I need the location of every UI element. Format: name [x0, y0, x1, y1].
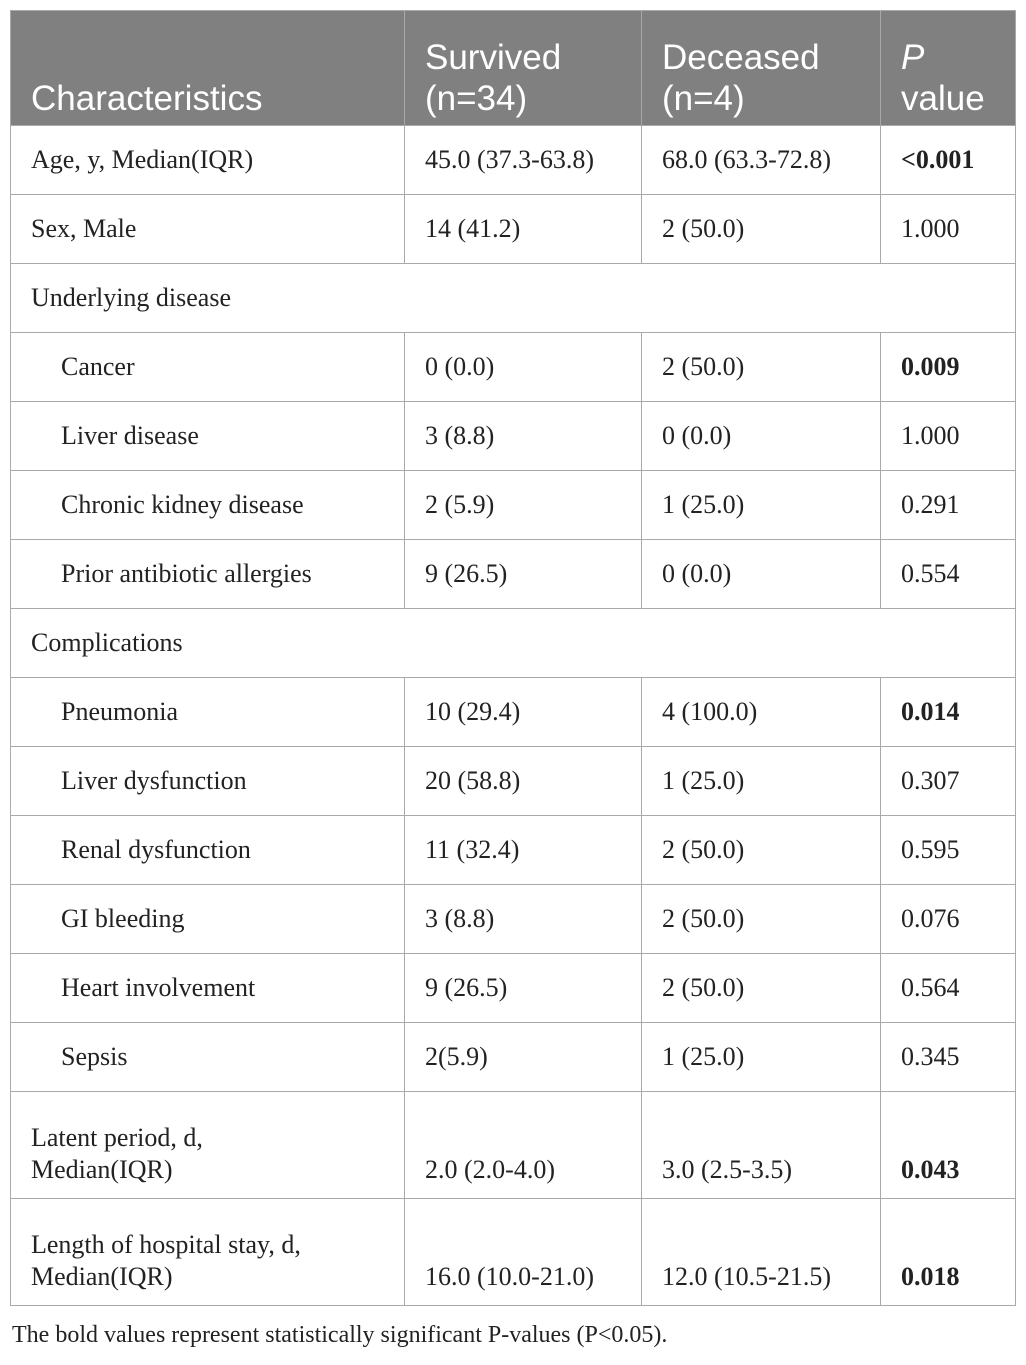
cell-pvalue: 0.009 — [881, 333, 1016, 402]
cell-pvalue: 0.291 — [881, 471, 1016, 540]
cell-deceased: 2 (50.0) — [642, 816, 881, 885]
cell-pvalue: 0.564 — [881, 954, 1016, 1023]
row-label-line1: Latent period, d, — [31, 1123, 203, 1152]
section-row — [11, 609, 1016, 678]
cell-pvalue: 0.345 — [881, 1023, 1016, 1092]
table-row — [11, 1199, 1016, 1306]
cell-deceased: 3.0 (2.5-3.5) — [642, 1092, 881, 1199]
row-label — [11, 1092, 405, 1199]
row-label: Chronic kidney disease — [11, 471, 405, 540]
table-row — [11, 126, 1016, 195]
cell-pvalue: 1.000 — [881, 402, 1016, 471]
row-label-line2: Median(IQR) — [31, 1262, 173, 1291]
table-row — [11, 678, 1016, 747]
table-row — [11, 333, 1016, 402]
row-label-line1: Length of hospital stay, d, — [31, 1230, 301, 1259]
cell-survived: 2 (5.9) — [405, 471, 642, 540]
header-characteristics — [11, 11, 405, 126]
table-row — [11, 1023, 1016, 1092]
table-body — [11, 126, 1016, 1306]
cell-survived: 10 (29.4) — [405, 678, 642, 747]
cell-deceased: 68.0 (63.3-72.8) — [642, 126, 881, 195]
section-label: Complications — [11, 609, 1016, 678]
cell-deceased: 2 (50.0) — [642, 333, 881, 402]
cell-deceased: 0 (0.0) — [642, 402, 881, 471]
row-label: Sepsis — [11, 1023, 405, 1092]
row-label: Renal dysfunction — [11, 816, 405, 885]
table-row — [11, 747, 1016, 816]
cell-survived: 9 (26.5) — [405, 540, 642, 609]
cell-survived: 0 (0.0) — [405, 333, 642, 402]
cell-deceased: 4 (100.0) — [642, 678, 881, 747]
row-label: Liver disease — [11, 402, 405, 471]
cell-survived: 14 (41.2) — [405, 195, 642, 264]
row-label: GI bleeding — [11, 885, 405, 954]
row-label: Liver dysfunction — [11, 747, 405, 816]
row-label — [11, 1199, 405, 1306]
row-label: Heart involvement — [11, 954, 405, 1023]
cell-deceased: 2 (50.0) — [642, 195, 881, 264]
row-label-line2: Median(IQR) — [31, 1155, 173, 1184]
section-row — [11, 264, 1016, 333]
cell-survived: 2(5.9) — [405, 1023, 642, 1092]
row-label: Prior antibiotic allergies — [11, 540, 405, 609]
table-row — [11, 540, 1016, 609]
cell-deceased: 1 (25.0) — [642, 471, 881, 540]
header-deceased-line2: (n=4) — [662, 79, 745, 118]
header-deceased-line1: Deceased — [662, 38, 820, 77]
table-row — [11, 885, 1016, 954]
table-row — [11, 471, 1016, 540]
cell-pvalue: 0.307 — [881, 747, 1016, 816]
cell-pvalue: 0.014 — [881, 678, 1016, 747]
cell-survived: 9 (26.5) — [405, 954, 642, 1023]
cell-deceased: 1 (25.0) — [642, 1023, 881, 1092]
cell-pvalue: 0.595 — [881, 816, 1016, 885]
cell-survived: 3 (8.8) — [405, 402, 642, 471]
header-row — [11, 11, 1016, 126]
header-pvalue-line2: value — [901, 79, 985, 118]
header-survived-line1: Survived — [425, 38, 562, 77]
header-characteristics-label: Characteristics — [31, 79, 263, 118]
table-row — [11, 954, 1016, 1023]
table-row — [11, 402, 1016, 471]
cell-deceased: 2 (50.0) — [642, 954, 881, 1023]
row-label: Age, y, Median(IQR) — [11, 126, 405, 195]
cell-pvalue: 0.018 — [881, 1199, 1016, 1306]
table-row — [11, 195, 1016, 264]
header-deceased — [642, 11, 881, 126]
cell-pvalue: 0.043 — [881, 1092, 1016, 1199]
row-label: Cancer — [11, 333, 405, 402]
cell-pvalue: <0.001 — [881, 126, 1016, 195]
header-pvalue — [881, 11, 1016, 126]
characteristics-table — [10, 10, 1016, 1306]
cell-survived: 2.0 (2.0-4.0) — [405, 1092, 642, 1199]
row-label: Pneumonia — [11, 678, 405, 747]
cell-deceased: 2 (50.0) — [642, 885, 881, 954]
cell-survived: 16.0 (10.0-21.0) — [405, 1199, 642, 1306]
cell-pvalue: 1.000 — [881, 195, 1016, 264]
table-row — [11, 816, 1016, 885]
cell-survived: 20 (58.8) — [405, 747, 642, 816]
cell-survived: 3 (8.8) — [405, 885, 642, 954]
cell-deceased: 12.0 (10.5-21.5) — [642, 1199, 881, 1306]
cell-survived: 11 (32.4) — [405, 816, 642, 885]
row-label: Sex, Male — [11, 195, 405, 264]
header-survived-line2: (n=34) — [425, 79, 528, 118]
table-row — [11, 1092, 1016, 1199]
header-survived — [405, 11, 642, 126]
cell-pvalue: 0.554 — [881, 540, 1016, 609]
header-pvalue-line1: P — [901, 38, 925, 77]
cell-deceased: 1 (25.0) — [642, 747, 881, 816]
cell-survived: 45.0 (37.3-63.8) — [405, 126, 642, 195]
section-label: Underlying disease — [11, 264, 1016, 333]
table-footnote: The bold values represent statistically significant P-values (P<0.05). — [12, 1322, 668, 1348]
cell-deceased: 0 (0.0) — [642, 540, 881, 609]
cell-pvalue: 0.076 — [881, 885, 1016, 954]
